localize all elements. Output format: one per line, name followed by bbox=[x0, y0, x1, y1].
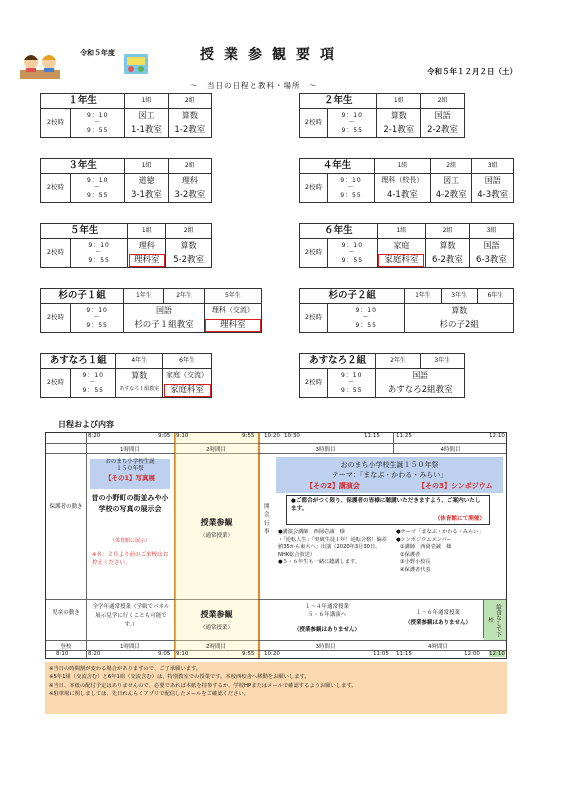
room: 4-3教室 bbox=[472, 188, 514, 203]
notice-text: ●ご都合がつく限り、保護者の皆様に聴講いただきますよう、ご案内いたします。 bbox=[291, 498, 481, 512]
time-label: 9:05 bbox=[158, 433, 171, 439]
time-label: 12:10 bbox=[489, 651, 505, 657]
symposium-label: 【その3】シンポジウム bbox=[418, 482, 493, 490]
exhibit-body: 昔の小野町の街並みや小学校の写真の展示会 bbox=[91, 494, 169, 514]
class-header: 1組 bbox=[374, 159, 430, 174]
class-table-sugi1 bbox=[40, 288, 262, 333]
child-right-note: （授業参観はありません） bbox=[404, 620, 471, 626]
subject: 家庭（交流） bbox=[163, 369, 212, 383]
grade-name: あすなろ１組 bbox=[41, 354, 116, 369]
class-header: 2組 bbox=[425, 224, 469, 239]
time-label: 9:55 bbox=[242, 433, 255, 439]
time-label: 11:15 bbox=[364, 433, 380, 439]
time-label: 10:30 bbox=[284, 433, 300, 439]
class-table-sugi2 bbox=[299, 288, 514, 333]
time-range: 9：10 ～ 9：55 bbox=[328, 304, 405, 333]
class-table-grade1 bbox=[40, 93, 212, 138]
class-header: 2年生 bbox=[376, 354, 420, 369]
grade-name: 杉の子１組 bbox=[41, 289, 124, 304]
symposium-item: ●テーマ「まなぶ・かわる・みらい」 bbox=[396, 529, 484, 535]
time-label: 12:10 bbox=[489, 433, 505, 439]
exhibit-title: おのまち小学校生誕 １５０年祭 bbox=[105, 459, 155, 473]
symposium-item: ①講師 西岡壱誠 様 bbox=[400, 544, 452, 551]
time-label: 8:10 bbox=[56, 651, 69, 657]
room-highlighted: 理科室 bbox=[204, 318, 261, 333]
class-header: 5年生 bbox=[204, 289, 261, 304]
period-label: 2校時 bbox=[300, 174, 328, 203]
class-header: 3組 bbox=[469, 224, 513, 239]
grade-name: ４年生 bbox=[300, 159, 375, 174]
class-table-asunaro2 bbox=[299, 353, 465, 398]
subject: 国語 bbox=[124, 304, 205, 318]
grade-name: あすなろ２組 bbox=[300, 354, 376, 369]
class-header: 1年生 bbox=[124, 289, 164, 304]
class-header: 2組 bbox=[430, 159, 472, 174]
illustration-kids bbox=[18, 48, 62, 82]
page-subtitle: ～ 当日の日程と教科・場所 ～ bbox=[190, 81, 318, 90]
exhibit-sub: 【その1】写真展 bbox=[104, 474, 156, 483]
lecture-item: ●５・６年生も一緒に聴講します。 bbox=[278, 559, 360, 566]
class-header: 1組 bbox=[125, 159, 168, 174]
lecture-details bbox=[278, 529, 390, 567]
schedule-heading: 日程および内容 bbox=[58, 420, 114, 429]
subject: 図工 bbox=[125, 109, 168, 123]
time-range: 9：10 ～ 9：55 bbox=[328, 239, 378, 268]
class-header: 4年生 bbox=[116, 354, 163, 369]
class-table-grade4 bbox=[299, 158, 514, 203]
subject: 算数 bbox=[166, 239, 212, 253]
note-item: ※当日の時間割が変わる場合がありますので、ご了承願います。 bbox=[49, 666, 202, 672]
subject: 理科（校長） bbox=[374, 174, 430, 188]
guardian-row-label: 保護者の動き bbox=[49, 504, 83, 510]
period-label: 2校時 bbox=[300, 109, 328, 138]
subject: 算数 bbox=[425, 239, 469, 253]
period-label: 4時間目 bbox=[440, 447, 461, 453]
room: 5-2教室 bbox=[166, 253, 212, 268]
exhibit-note: （体育館に展示） bbox=[109, 538, 150, 544]
notice-venue: （体育館にて開催） bbox=[434, 515, 485, 522]
subject: 道徳 bbox=[125, 174, 168, 188]
child-period1: 全学年通常授業（学級でパネル展示見学に行くことも可能です。） bbox=[92, 604, 170, 628]
period-label: 2校時 bbox=[41, 304, 71, 333]
class-header: 2年生 bbox=[164, 289, 204, 304]
time-label: 9:10 bbox=[176, 433, 189, 439]
festival-theme: テーマ：「まなぶ・かわる・みらい」 bbox=[331, 471, 448, 479]
subject: 算数 bbox=[168, 109, 211, 123]
symposium-item: ●シンポジウムメンバー bbox=[396, 536, 452, 543]
lecture-label: 【その2】講演会 bbox=[306, 482, 360, 490]
class-header: 2組 bbox=[168, 159, 211, 174]
room: 6-2教室 bbox=[425, 253, 469, 268]
note-item: ※駐車場に関しましては、先日れんらくアプリで配信したメールをご確認ください。 bbox=[49, 691, 250, 698]
dismissal-box: 給食なしで下校 bbox=[484, 600, 507, 640]
class-table-grade5 bbox=[40, 223, 212, 268]
symposium-item: ③小野小校長 bbox=[400, 559, 431, 566]
room: 杉の子2組 bbox=[405, 318, 514, 333]
time-label: 9:05 bbox=[158, 651, 171, 657]
child-mid: １～４年通常授業 ５・６年講演へ bbox=[304, 604, 349, 619]
room: 杉の子１組教室 bbox=[124, 318, 205, 333]
lecture-item: ●講演会講師 西岡壱誠 様 bbox=[278, 529, 345, 535]
period-label: 2校時 bbox=[300, 304, 328, 333]
subject: 国語 bbox=[376, 369, 465, 383]
symposium-item: ②保護者 bbox=[400, 551, 421, 558]
room-highlighted: 家庭科室 bbox=[163, 383, 212, 398]
arrival-label: 登校 bbox=[60, 644, 72, 650]
period-label: 2校時 bbox=[41, 239, 71, 268]
class-header: 2組 bbox=[421, 94, 465, 109]
subject: 算数 bbox=[116, 369, 163, 383]
subject: 国語 bbox=[421, 109, 465, 123]
time-label: 11:15 bbox=[396, 651, 412, 657]
grade-name: 杉の子２組 bbox=[300, 289, 405, 304]
subject: 算数 bbox=[405, 304, 514, 318]
sankan-sub: （通常授業） bbox=[199, 533, 233, 539]
time-label: 12:00 bbox=[464, 651, 480, 657]
lecture-item: ・「逆転人生」「突破生徒１年！逆転合格！偏差値35から東大へ」出演（2020年3月30日、NHK総合放送） bbox=[278, 536, 387, 558]
event-date: 令和５年１２月２日（土） bbox=[427, 67, 517, 76]
class-header: 1組 bbox=[377, 94, 421, 109]
subject: 理科 bbox=[128, 239, 166, 253]
room: 4-2教室 bbox=[430, 188, 472, 203]
note-item: ※5年1組（交流含む）と6年1組（交流含む）は、特別教室での授業です。本校西校舎へ移動をお願いします。 bbox=[49, 674, 310, 681]
room: 3-1教室 bbox=[125, 188, 168, 203]
child-mid-note: （授業参観はありません） bbox=[293, 627, 360, 633]
time-range: 9：10 ～ 9：55 bbox=[328, 174, 375, 203]
festival-title: おのまち小学校生誕１５０年祭 bbox=[340, 461, 439, 469]
class-header: 1年生 bbox=[405, 289, 441, 304]
symposium-item: ④保護者代表 bbox=[400, 566, 431, 573]
class-header: 1組 bbox=[377, 224, 425, 239]
time-range: 9：10 ～ 9：55 bbox=[328, 109, 377, 138]
child-right: １～６年通常授業 bbox=[415, 610, 460, 616]
time-range: 9：10 ～ 9：55 bbox=[71, 304, 124, 333]
grade-name: ６年生 bbox=[300, 224, 378, 239]
class-header: 3年生 bbox=[420, 354, 464, 369]
class-table-grade2 bbox=[299, 93, 465, 138]
room: 3-2教室 bbox=[168, 188, 211, 203]
room: 1-2教室 bbox=[168, 123, 211, 138]
subject: 理科（交流） bbox=[204, 304, 261, 318]
time-range: 9：10 ～ 9：55 bbox=[328, 369, 376, 398]
class-header: 3組 bbox=[472, 159, 514, 174]
exhibit-box bbox=[90, 459, 170, 489]
subject: 算数 bbox=[377, 109, 421, 123]
class-header: 3年生 bbox=[441, 289, 477, 304]
class-header: 2組 bbox=[166, 224, 212, 239]
era-label: 令和５年度 bbox=[80, 49, 115, 57]
period-label: 2校時 bbox=[300, 369, 328, 398]
period-label: 2時間目 bbox=[206, 644, 226, 650]
subject: 図工 bbox=[430, 174, 472, 188]
schedule-grid bbox=[45, 432, 507, 659]
notes-box bbox=[45, 662, 507, 714]
room: あすなろ１組教室 bbox=[116, 383, 163, 398]
time-label: 9:55 bbox=[242, 651, 255, 657]
grade-name: ３年生 bbox=[41, 159, 125, 174]
page-title: 授業参観要項 bbox=[200, 47, 344, 63]
time-range: 9：10 ～ 9：55 bbox=[71, 174, 125, 203]
room-highlighted: 理科室 bbox=[128, 253, 166, 268]
period-label: 2校時 bbox=[41, 174, 71, 203]
class-header: 1組 bbox=[125, 94, 168, 109]
class-header: 6年生 bbox=[163, 354, 212, 369]
period-label: 3時間目 bbox=[315, 447, 336, 453]
period-label: 2校時 bbox=[41, 109, 71, 138]
subject: 家庭 bbox=[377, 239, 425, 253]
time-label: 8:20 bbox=[88, 433, 101, 439]
subject: 理科 bbox=[168, 174, 211, 188]
room: あすなろ2組教室 bbox=[376, 383, 465, 398]
class-table-grade3 bbox=[40, 158, 212, 203]
period-label: 4時間目 bbox=[428, 644, 448, 650]
time-label: 9:10 bbox=[176, 651, 189, 657]
time-range: 9：10 ～ 9：55 bbox=[71, 109, 125, 138]
note-item: ※当日、本紙の配付予定はありませんので、必要であれば本紙を持参するか、学校HPまたはメールで確認するようお願いします。 bbox=[49, 682, 357, 689]
time-range: 9：10 ～ 9：55 bbox=[71, 369, 116, 398]
grade-name: １年生 bbox=[41, 94, 125, 109]
symposium-details bbox=[396, 529, 506, 574]
class-header: 1組 bbox=[128, 224, 166, 239]
room: 4-1教室 bbox=[374, 188, 430, 203]
period-label: 3時間目 bbox=[315, 644, 336, 650]
period-label: 1時間目 bbox=[120, 644, 140, 650]
room: 2-2教室 bbox=[421, 123, 465, 138]
class-table-grade6 bbox=[299, 223, 514, 268]
child-sankan-sub: （通常授業） bbox=[199, 625, 233, 631]
time-range: 9：10 ～ 9：55 bbox=[71, 239, 128, 268]
time-label: 11:05 bbox=[373, 651, 389, 657]
child-sankan: 授業参観 bbox=[200, 610, 233, 619]
illustration-book bbox=[122, 52, 150, 76]
period-label: 2時間目 bbox=[206, 447, 226, 453]
period-label: 2校時 bbox=[41, 369, 71, 398]
subject: 国語 bbox=[469, 239, 513, 253]
time-label: 10:20 bbox=[264, 433, 280, 439]
room: 6-3教室 bbox=[469, 253, 513, 268]
time-label: 8:20 bbox=[88, 651, 101, 657]
sankan-label: 授業参観 bbox=[200, 518, 233, 527]
class-header: 6年生 bbox=[477, 289, 513, 304]
time-label: 10:20 bbox=[264, 651, 280, 657]
room: 2-1教室 bbox=[377, 123, 421, 138]
grade-name: ５年生 bbox=[41, 224, 128, 239]
period-label: 2校時 bbox=[300, 239, 328, 268]
room-highlighted: 家庭科室 bbox=[377, 253, 425, 268]
opening-ceremony: 開会行事 bbox=[264, 504, 270, 535]
class-table-asunaro1 bbox=[40, 353, 212, 398]
room: 1-1教室 bbox=[125, 123, 168, 138]
subject: 国語 bbox=[472, 174, 514, 188]
period-label: 1時間目 bbox=[120, 447, 140, 453]
time-label: 11:25 bbox=[396, 433, 412, 439]
notice-box bbox=[286, 495, 490, 525]
exhibit-note2: ※８：２０より前のご来校はお控えください。 bbox=[92, 552, 169, 567]
child-row-label: 児童の動き bbox=[52, 610, 80, 616]
grade-name: ２年生 bbox=[300, 94, 377, 109]
class-header: 2組 bbox=[168, 94, 211, 109]
